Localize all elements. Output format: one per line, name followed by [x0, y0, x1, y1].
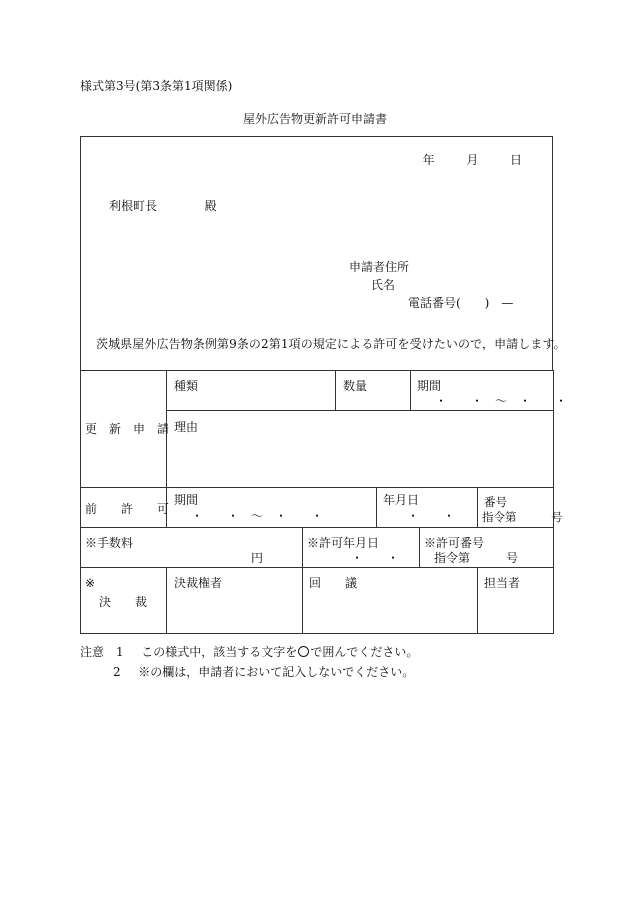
staff-label: 担当者 [484, 576, 521, 590]
renewal-label: 更 新 申 請 [85, 422, 170, 436]
renewal-reason-label: 理由 [174, 420, 199, 434]
previous-date-cell [377, 488, 478, 528]
renewal-type-cell [167, 371, 336, 411]
renewal-period-value: ・ ・ 〜 ・ ・ [435, 394, 568, 408]
decision-authority-cell [167, 568, 303, 634]
applicant-name-label: 氏名 [371, 278, 396, 292]
page-title: 屋外広告物更新許可申請書 [242, 112, 387, 126]
application-header-box [80, 136, 566, 371]
note-2 [113, 666, 414, 678]
date-day-label: 日 [509, 153, 522, 167]
previous-permit-section [81, 488, 170, 528]
note-2-text: ※の欄は，申請者において記入しないでください。 [138, 665, 415, 679]
previous-date-value: ・ ・ [407, 509, 456, 523]
notes-heading: 注意 1 [80, 645, 124, 659]
form-id: 様式第3号(第3条第1項関係) [80, 79, 233, 93]
permit-date-label: ※許可年月日 [307, 536, 380, 550]
decision-mark: ※ [85, 576, 96, 590]
previous-period-cell [167, 488, 377, 528]
date-line [423, 154, 522, 166]
permit-number-value: 指令第 号 [434, 551, 519, 565]
previous-period-value: ・ ・ 〜 ・ ・ [191, 509, 324, 523]
renewal-section [81, 371, 170, 488]
renewal-period-cell [411, 371, 568, 411]
decision-authority-label: 決裁権者 [174, 576, 223, 590]
previous-number-cell [478, 488, 563, 528]
date-month-label: 月 [466, 153, 479, 167]
previous-date-label: 年月日 [383, 493, 420, 507]
decision-label: 決 裁 [99, 595, 148, 609]
renewal-type-label: 種類 [174, 379, 199, 393]
permit-number-cell [420, 528, 554, 568]
previous-number-label: 番号 [484, 495, 507, 509]
note-1-text-pre: この様式中，該当する文字を [141, 645, 298, 659]
renewal-quantity-cell [336, 371, 411, 411]
application-statement: 茨城県屋外広告物条例第9条の2第1項の規定による許可を受けたいので，申請します。 [96, 337, 566, 351]
fee-label: ※手数料 [85, 536, 134, 550]
addressee-name: 利根町長 [109, 199, 158, 213]
circle-icon [298, 646, 309, 657]
fee-cell [81, 528, 303, 568]
circulation-cell [303, 568, 478, 634]
note-1-text-post: で囲んでください。 [310, 645, 419, 659]
note-2-number: 2 [113, 665, 121, 679]
addressee-suffix: 殿 [204, 199, 217, 213]
circulation-label: 回 議 [309, 576, 358, 590]
addressee [109, 200, 217, 212]
permit-date-cell [303, 528, 420, 568]
date-year-label: 年 [422, 153, 435, 167]
staff-cell [478, 568, 554, 634]
permit-date-value: ・ ・ [351, 551, 400, 565]
applicant-phone-label: 電話番号( ) — [408, 296, 514, 310]
note-1 [80, 646, 418, 658]
previous-permit-label: 前 許 可 [85, 502, 170, 516]
renewal-period-label: 期間 [417, 379, 442, 393]
decision-section [81, 568, 167, 634]
permit-number-label: ※許可番号 [424, 536, 485, 550]
applicant-address-label: 申請者住所 [349, 260, 410, 274]
fee-unit: 円 [251, 551, 264, 565]
application-grid [80, 370, 568, 634]
previous-number-value: 指令第 号 [482, 510, 563, 524]
renewal-quantity-label: 数量 [343, 379, 368, 393]
renewal-reason-cell [167, 411, 554, 488]
previous-period-label: 期間 [174, 493, 199, 507]
